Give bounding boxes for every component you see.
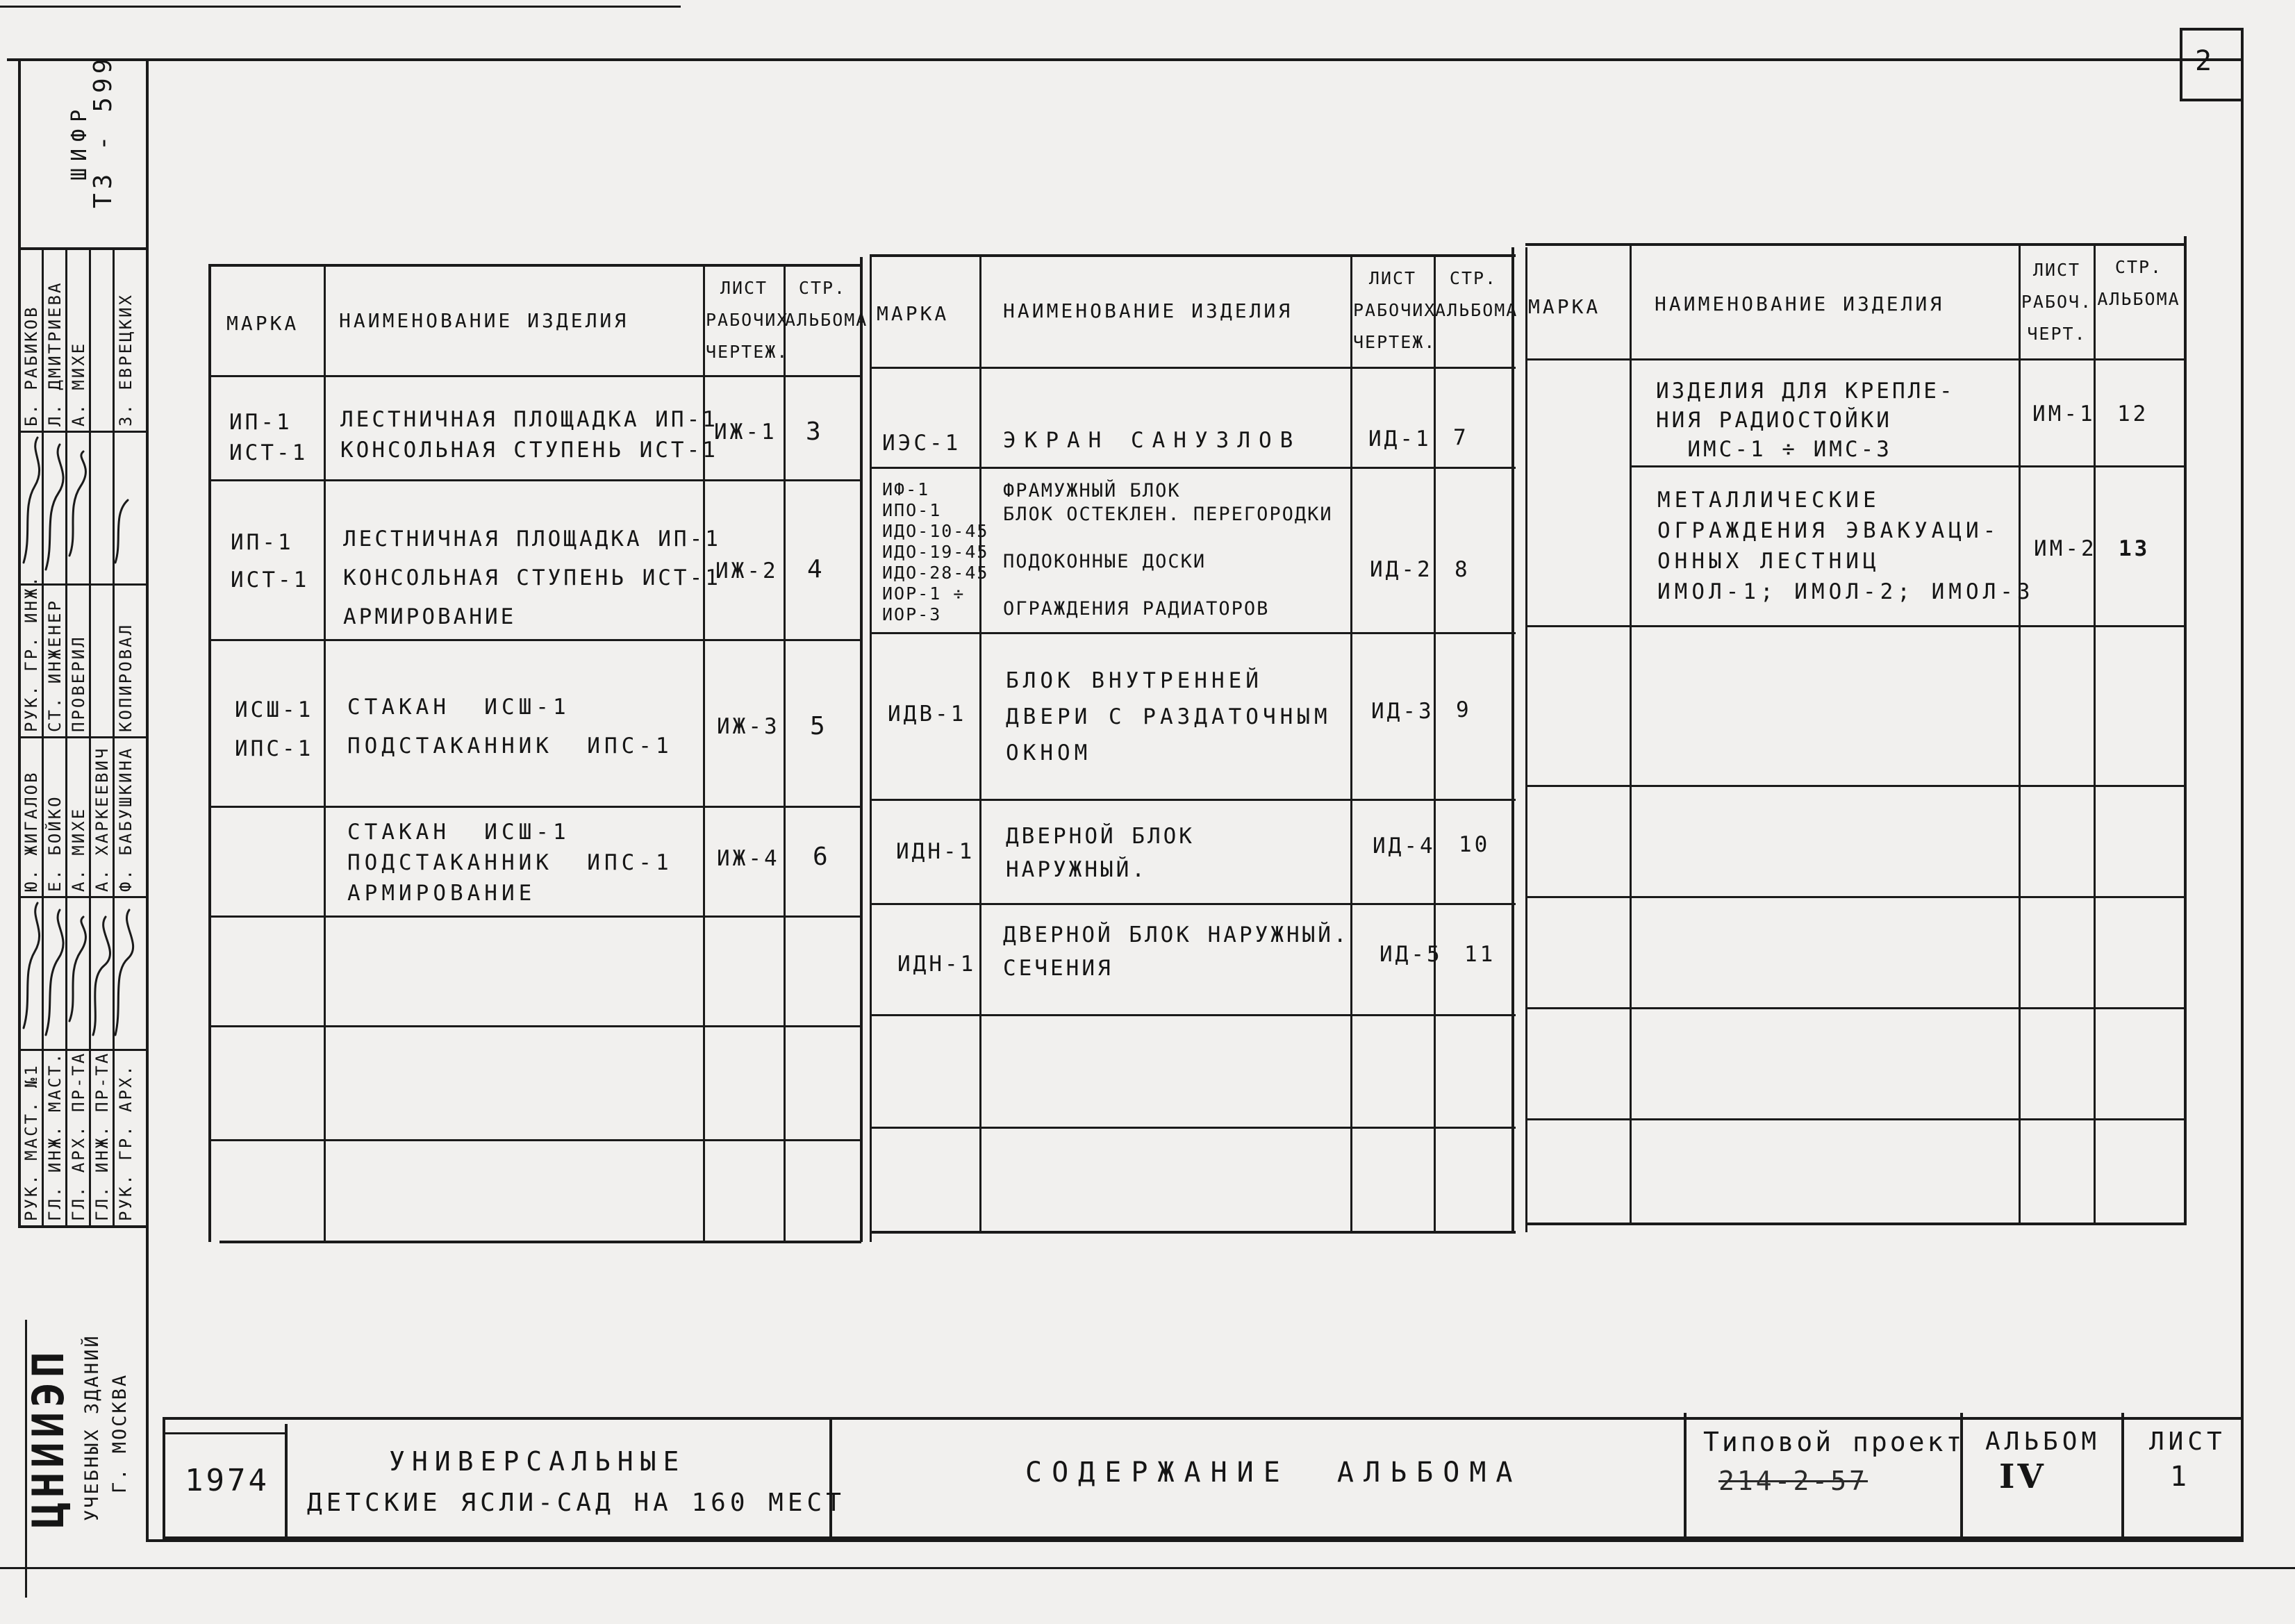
s1-r2-mark: ИП-1 ИСТ-1 — [231, 530, 310, 593]
s1-header-name: НАИМЕНОВАНИЕ ИЗДЕЛИЯ — [339, 309, 629, 332]
role-6: РУК. ГР. ИНЖ. — [22, 574, 41, 732]
role-4: ГЛ. ИНЖ. ПР-ТА — [92, 1051, 112, 1221]
s2-r2-page: 8 — [1455, 557, 1470, 582]
tb-left — [163, 1417, 165, 1539]
s2-r4-page: 10 — [1459, 832, 1491, 857]
name-6: Б. РАБИКОВ — [22, 305, 41, 426]
stamp-divider-2 — [18, 1225, 149, 1228]
s3-bottom — [1525, 1223, 2187, 1225]
s1-row-4 — [208, 915, 861, 918]
s2-r5-sheet: ИД-5 — [1380, 942, 1443, 967]
s1-left — [208, 264, 211, 1242]
cipher-value: ТЗ - 599 — [89, 54, 117, 208]
s2-r1-mark: ИЭС-1 — [882, 431, 961, 456]
tb-col-1 — [285, 1424, 288, 1539]
s3-header-line — [1525, 358, 2187, 361]
s2-row-5 — [870, 1014, 1516, 1016]
tb-album-value: IV — [1999, 1457, 2046, 1496]
s3-row-4 — [1525, 896, 2187, 898]
corner-box-bottom — [2180, 99, 2244, 101]
s2-header-name: НАИМЕНОВАНИЕ ИЗДЕЛИЯ — [1003, 299, 1293, 322]
tb-col-5 — [2121, 1413, 2124, 1539]
tb-col-2 — [829, 1420, 832, 1539]
signature-column-upper — [18, 431, 149, 583]
s2-bottom — [870, 1231, 1516, 1234]
s1-r3-mark: ИСШ-1 ИПС-1 — [235, 697, 314, 761]
signature-column-lower — [18, 896, 149, 1049]
name-7: Л. ДМИТРИЕВА — [45, 281, 65, 426]
s2-r4-name: ДВЕРНОЙ БЛОК НАРУЖНЫЙ. — [1006, 824, 1195, 882]
s2-row-1 — [870, 467, 1516, 469]
s2-r3-mark: ИДВ-1 — [888, 702, 967, 727]
s2-right — [1511, 247, 1514, 1232]
s2-r5-name: ДВЕРНОЙ БЛОК НАРУЖНЫЙ. СЕЧЕНИЯ — [1003, 922, 1350, 981]
s3-r2-name: МЕТАЛЛИЧЕСКИЕ ОГРАЖДЕНИЯ ЭВАКУАЦИ- ОННЫХ ЛЕСТНИЦ ИМОЛ-1; ИМОЛ-2; ИМОЛ-3 — [1657, 488, 2035, 604]
s3-r1-sheet: ИМ-1 — [2032, 401, 2096, 426]
s2-col-sheet — [1350, 254, 1352, 1232]
s1-top — [208, 264, 861, 267]
tb-type-project-number: 214-2-57 — [1718, 1466, 1869, 1496]
tb-col-3 — [1684, 1413, 1687, 1539]
s3-header-sheet: ЛИСТ РАБОЧ. ЧЕРТ. — [2021, 260, 2093, 344]
s2-r4-mark: ИДН-1 — [896, 839, 975, 864]
tb-year: 1974 — [185, 1463, 270, 1498]
frame-right — [2241, 28, 2244, 1542]
s2-header-mark: МАРКА — [877, 302, 950, 325]
s2-r4-sheet: ИД-4 — [1373, 834, 1436, 859]
s2-left — [870, 257, 872, 1242]
tb-sheet-value: 1 — [2170, 1461, 2190, 1493]
s2-r1-sheet: ИД-1 — [1368, 426, 1432, 451]
s2-r1-name: ЭКРАН САНУЗЛОВ — [1003, 428, 1302, 453]
s1-r3-page: 5 — [810, 712, 828, 740]
s1-r2-page: 4 — [807, 555, 825, 583]
s3-row-1 — [1630, 465, 2184, 467]
s3-left — [1525, 247, 1527, 1232]
s1-header-line — [208, 375, 861, 377]
s1-row-3 — [208, 806, 861, 808]
s2-header-sheet: ЛИСТ РАБОЧИХ ЧЕРТЕЖ. — [1353, 268, 1436, 352]
role-2: ГЛ. ИНЖ. МАСТ. — [45, 1051, 65, 1221]
institute-city: Г. МОСКВА — [109, 1373, 131, 1493]
s1-r1-sheet: ИЖ-1 — [714, 420, 777, 445]
s2-r2-name: ФРАМУЖНЫЙ БЛОК БЛОК ОСТЕКЛЕН. ПЕРЕГОРОДКИ ПОДОКОННЫЕ ДОСКИ ОГРАЖДЕНИЯ РАДИАТОРОВ — [1003, 480, 1333, 620]
s2-r3-sheet: ИД-3 — [1371, 699, 1434, 724]
tb-stub-line — [163, 1432, 288, 1434]
s3-row-6 — [1525, 1118, 2187, 1120]
role-7: СТ. ИНЖЕНЕР — [45, 599, 65, 732]
stamp-divider-1 — [18, 247, 149, 250]
tb-bottom — [163, 1536, 2244, 1539]
s1-r1-name: ЛЕСТНИЧНАЯ ПЛОЩАДКА ИП-1 КОНСОЛЬНАЯ СТУПЕНЬ ИСТ-1 — [340, 407, 718, 463]
s2-row-4 — [870, 903, 1516, 905]
s2-top — [870, 254, 1516, 257]
name-1: Ю. ЖИГАЛОВ — [22, 770, 41, 892]
s3-header-mark: МАРКА — [1528, 295, 1601, 318]
s1-header-page: СТР. АЛЬБОМА — [785, 278, 868, 330]
s1-r3-sheet: ИЖ-3 — [717, 714, 780, 739]
sheet-corner-number: 2 — [2195, 45, 2217, 77]
s3-header-page: СТР. АЛЬБОМА — [2097, 257, 2180, 309]
institute-sub: УЧЕБНЫХ ЗДАНИЙ — [81, 1334, 103, 1521]
tb-project-title-2: ДЕТСКИЕ ЯСЛИ-САД НА 160 МЕСТ — [307, 1489, 845, 1517]
role-3: ГЛ. АРХ. ПР-ТА — [69, 1051, 88, 1221]
s2-r5-mark: ИДН-1 — [897, 952, 977, 977]
s3-col-page — [2094, 243, 2096, 1224]
name-2: Е. БОЙКО — [45, 795, 65, 892]
corner-box-left — [2180, 28, 2182, 100]
s3-r2-page: 13 — [2119, 536, 2151, 561]
s2-header-line — [870, 367, 1516, 369]
tb-album-label: АЛЬБОМ — [1985, 1427, 2101, 1456]
cipher-label: ШИФР — [67, 102, 92, 181]
name-3: А. МИХЕ — [69, 806, 88, 892]
stamp-row-3 — [18, 736, 149, 738]
s3-right — [2184, 236, 2187, 1224]
s1-col-page — [784, 264, 786, 1242]
s2-r3-name: БЛОК ВНУТРЕННЕЙ ДВЕРИ С РАЗДАТОЧНЫМ ОКНОМ — [1006, 668, 1332, 765]
top-cut-line — [0, 6, 681, 8]
s2-header-page: СТР. АЛЬБОМА — [1435, 268, 1518, 320]
s3-r1-page: 12 — [2117, 401, 2149, 426]
s3-col-name — [1630, 243, 1632, 1224]
s1-header-mark: МАРКА — [226, 312, 299, 335]
s2-r2-sheet: ИД-2 — [1370, 557, 1433, 582]
s1-header-sheet: ЛИСТ РАБОЧИХ ЧЕРТЕЖ. — [706, 278, 789, 362]
s3-top — [1525, 243, 2187, 246]
tb-sheet-label: ЛИСТ — [2149, 1427, 2226, 1456]
s1-row-5 — [208, 1025, 861, 1027]
role-9: КОПИРОВАЛ — [116, 622, 135, 732]
role-1: РУК. МАСТ. №1 — [22, 1063, 41, 1221]
s1-r2-sheet: ИЖ-2 — [715, 558, 779, 583]
s3-row-5 — [1525, 1007, 2187, 1009]
tb-type-project-label: Типовой проект — [1703, 1427, 1965, 1457]
s2-row-6 — [870, 1127, 1516, 1129]
s3-row-3 — [1525, 785, 2187, 787]
institute-name: ЦНИИЭП — [23, 1348, 74, 1528]
s3-r1-name: ИЗДЕЛИЯ ДЛЯ КРЕПЛЕ- НИЯ РАДИОСТОЙКИ ИМС-1 ÷ ИМС-3 — [1656, 379, 1955, 462]
name-5: Ф. БАБУШКИНА — [116, 746, 135, 892]
s1-right — [860, 257, 863, 1242]
stamp-border-top — [7, 58, 149, 61]
s1-bottom — [219, 1241, 861, 1243]
corner-box-top — [2180, 28, 2244, 31]
frame-top — [146, 58, 2244, 61]
s1-r4-name: СТАКАН ИСШ-1 ПОДСТАКАННИК ИПС-1 АРМИРОВАНИЕ — [347, 820, 673, 906]
s1-col-name — [324, 264, 326, 1242]
s1-row-1 — [208, 479, 861, 481]
s2-col-page — [1434, 254, 1436, 1232]
s3-row-2 — [1525, 625, 2187, 627]
s2-col-name — [979, 254, 981, 1232]
s2-row-2 — [870, 632, 1516, 634]
s1-r3-name: СТАКАН ИСШ-1 ПОДСТАКАННИК ИПС-1 — [347, 695, 673, 759]
s2-r2-mark: ИФ-1 ИПО-1 ИДО-10-45 ИДО-19-45 ИДО-28-45 ИОР-1 ÷ ИОР-3 — [882, 479, 989, 624]
bottom-cut-line — [0, 1567, 2295, 1569]
s2-r5-page: 11 — [1464, 942, 1496, 967]
s2-r3-page: 9 — [1456, 697, 1472, 722]
s1-r2-name: ЛЕСТНИЧНАЯ ПЛОЩАДКА ИП-1 КОНСОЛЬНАЯ СТУПЕНЬ ИСТ-1 АРМИРОВАНИЕ — [343, 527, 721, 629]
s1-r1-page: 3 — [806, 417, 824, 446]
s3-r2-sheet: ИМ-2 — [2034, 536, 2097, 561]
role-5: РУК. ГР. АРХ. — [116, 1063, 135, 1221]
tb-project-title-1: УНИВЕРСАЛЬНЫЕ — [389, 1446, 686, 1477]
s1-r4-sheet: ИЖ-4 — [717, 846, 780, 871]
s1-row-2 — [208, 639, 861, 641]
s1-row-6 — [208, 1139, 861, 1141]
frame-left — [146, 58, 149, 1542]
name-4: А. ХАРКЕЕВИЧ — [92, 746, 112, 892]
tb-sheet-title: СОДЕРЖАНИЕ АЛЬБОМА — [1025, 1457, 1523, 1489]
s2-r1-page: 7 — [1453, 425, 1469, 450]
s3-col-sheet — [2019, 243, 2021, 1224]
tb-top — [163, 1417, 2244, 1420]
s1-r4-page: 6 — [813, 843, 831, 871]
name-9: З. ЕВРЕЦКИХ — [116, 293, 135, 426]
s1-r1-mark: ИП-1 ИСТ-1 — [229, 410, 308, 465]
s3-header-name: НАИМЕНОВАНИЕ ИЗДЕЛИЯ — [1655, 292, 1945, 315]
name-8: А. МИХЕ — [69, 341, 88, 426]
frame-bottom — [146, 1539, 2244, 1542]
stamp-row-5 — [18, 1049, 149, 1051]
role-8: ПРОВЕРИЛ — [69, 635, 88, 732]
s2-row-3 — [870, 799, 1516, 801]
